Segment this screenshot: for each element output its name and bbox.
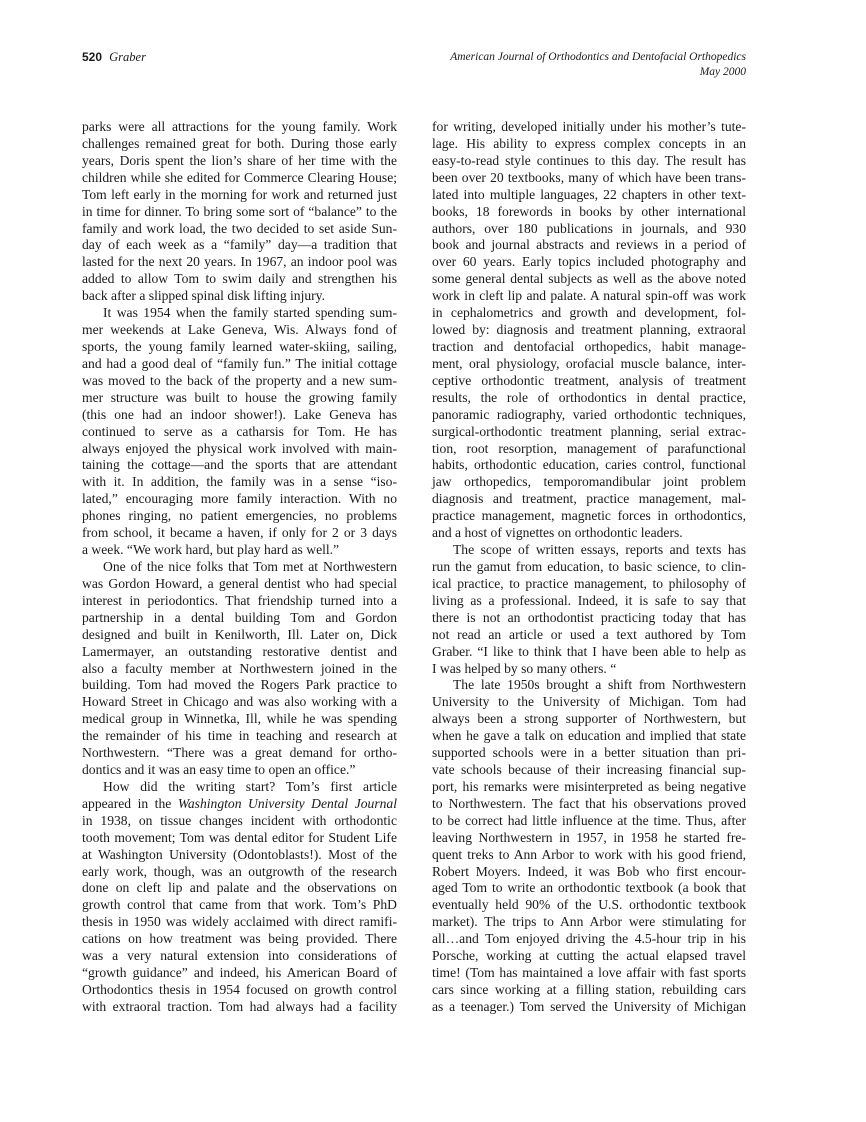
text-line: when he gave a talk on education and implied that state (432, 728, 746, 744)
text-line: “growth guidance” and indeed, his American Board of (82, 965, 397, 981)
text-line: all…and Tom enjoyed driving the 4.5-hour trip in his (432, 931, 746, 947)
text-line: aged Tom to write an orthodontic textbook (a book that (432, 880, 746, 896)
text-line: been over 20 textbooks, many of which have been trans- (432, 169, 746, 185)
text-line: work in cleft lip and palate. A natural spin-off was work (432, 288, 746, 304)
text-line: also a faculty member at Northwestern joined in the (82, 660, 397, 676)
text-line: children while she edited for Commerce Clearing House; (82, 169, 397, 185)
text-line: parks were all attractions for the young family. Work (82, 119, 397, 134)
text-line: leaving Northwestern in 1957, in 1958 he started fre- (432, 829, 746, 845)
text-line: always been a strong supporter of Northwestern, but (432, 711, 746, 727)
text-line: was a very natural extension into considerations of (82, 948, 397, 964)
text-line: partnership in a dental building Tom and Gordon (82, 609, 397, 625)
text-line: at Washington University (Odontoblasts!). Most of the (82, 846, 397, 862)
text-line: Graber. “I like to think that I have been able to help as (432, 643, 746, 659)
text-line: book and journal abstracts and reviews in a period of (432, 237, 746, 253)
paragraph (82, 559, 397, 779)
text-line: It was 1954 when the family started spending sum- (103, 305, 397, 321)
text-line: cations on how treatment was being provided. There (82, 931, 397, 947)
page-number: 520 (82, 50, 103, 64)
text-line: the remainder of his time in teaching and research at (82, 728, 397, 744)
running-head-right (450, 50, 746, 80)
text-line: eventually held 90% of the U.S. orthodontic textbook (432, 897, 746, 913)
right-column (432, 119, 746, 1016)
paragraph (432, 119, 746, 542)
paragraph (82, 305, 397, 559)
text-line: Northwestern. “There was a great demand for ortho- (82, 745, 397, 761)
text-line: practice management, magnetic forces in orthodontics, (432, 508, 746, 524)
text-line: dontics and it was an easy time to open an office.” (82, 762, 356, 778)
text-line: in 1938, on tissue changes incident with orthodontic (82, 812, 397, 828)
text-line: to Northwestern. The fact that his observations proved (432, 795, 746, 811)
text-line: from school, it became a haven, if only for 2 or 3 days (82, 525, 397, 541)
text-line: Lamermayer, an outstanding restorative dentist and (82, 643, 397, 659)
text-line: a week. “We work hard, but play hard as well.” (82, 542, 340, 558)
text-line: lated,” encouraging more family interaction. With no (82, 491, 397, 507)
text-line: books, 18 forewords in books by other international (432, 203, 746, 219)
text-line: interest in periodontics. That friendship turned into a (82, 592, 397, 608)
text-line: with extraoral traction. Tom had always had a facility (82, 998, 397, 1014)
text-line: University to the University of Michigan. Tom had (432, 694, 746, 710)
text-line: and had a good deal of “family fun.” The initial cottage (82, 355, 397, 371)
text-line: Orthodontics thesis in 1954 focused on growth control (82, 982, 397, 998)
text-line: continued to serve as a catharsis for Tom. He has (82, 423, 397, 439)
text-line: not read an article or used a text authored by Tom (432, 626, 746, 642)
text-line: there is not an orthodontist practicing today that has (432, 609, 746, 625)
text-line: I was helped by so many others. “ (432, 660, 617, 676)
text-line: The scope of written essays, reports and texts has (453, 542, 746, 558)
text-line: supported schools were in a better situation than pri- (432, 745, 746, 761)
running-head-left (82, 50, 146, 65)
text-line: time! (Tom has maintained a love affair with fast sports (432, 965, 746, 981)
text-line: ment, oral physiology, orofacial muscle balance, inter- (432, 355, 746, 371)
journal-title: American Journal of Orthodontics and Dentofacial Orthopedics (450, 51, 746, 63)
text-line: market). The trips to Ann Arbor were stimulating for (432, 914, 746, 930)
text-line: (this one had an indoor shower!). Lake Geneva has (82, 406, 397, 422)
issue-date: May 2000 (699, 66, 746, 78)
left-column (82, 119, 397, 1016)
text-line: run the gamut from education, to basic science, to clin- (432, 558, 746, 574)
text-line: and a host of vignettes on orthodontic leaders. (432, 525, 683, 541)
text-line: thesis in 1950 was widely acclaimed with direct ramifi- (82, 914, 397, 930)
text-line: done on cleft lip and palate and the observations on (82, 880, 397, 896)
text-line: mer structure was built to house the growing family (82, 389, 397, 405)
text-line: lage. His ability to express complex concepts in an (432, 135, 746, 151)
text-line: always enjoyed the physical work involved with main- (82, 440, 397, 456)
text-line: mer weekends at Lake Geneva, Wis. Always fond of (82, 322, 397, 338)
running-head-author: Graber (109, 50, 146, 64)
text-segment: appeared in the (82, 795, 178, 811)
text-line: tion, root resorption, management of parafunctional (432, 440, 746, 456)
text-line: Howard Street in Chicago and was also working with a (82, 694, 397, 710)
text-line: was moved to the back of the property and a new sum- (82, 372, 397, 388)
text-line: in cephalometrics and growth and development, fol- (432, 305, 746, 321)
text-line: lasted for the next 20 years. In 1967, an indoor pool was (82, 254, 397, 270)
text-line: ical practice, to practice management, to philosophy of (432, 575, 746, 591)
text-line: with it. In addition, the family was in a sense “iso- (82, 474, 397, 490)
text-line: Robert Moyers. Indeed, it was Bob who first encour- (432, 863, 746, 879)
text-line: ceptive orthodontic treatment, analysis of treatment (432, 372, 746, 388)
text-line: added to allow Tom to swim daily and strengthen his (82, 271, 397, 287)
text-line: vate schools because of their increasing financial sup- (432, 762, 746, 778)
text-line: family and work load, the two decided to set aside Sun- (82, 220, 397, 236)
text-line: over 60 years. Early topics included photography and (432, 254, 746, 270)
text-line: traction and dentofacial orthopedics, habit manage- (432, 338, 746, 354)
text-line: sports, the young family learned water-skiing, sailing, (82, 338, 397, 354)
text-line: medical group in Winnetka, Ill, while he was spending (82, 711, 397, 727)
text-line: challenges remained great for both. During those early (82, 135, 397, 151)
text-line: Tom left early in the morning for work and returned just (82, 186, 397, 202)
text-line: lated into multiple languages, 22 chapters in other text- (432, 186, 746, 202)
text-line: years, Doris spent the lion’s share of her time with the (82, 152, 397, 168)
text-line: The late 1950s brought a shift from Northwestern (453, 677, 746, 693)
text-line: How did the writing start? Tom’s first article (103, 778, 397, 794)
text-line: taining the cottage—and the sports that are attendant (82, 457, 397, 473)
text-line: habits, orthodontic education, caries control, functional (432, 457, 746, 473)
text-line: results, the role of orthodontics in dental practice, (432, 389, 746, 405)
paragraph (82, 779, 397, 1016)
paragraph (432, 677, 746, 1015)
text-line: easy-to-read style continues to this day. The result has (432, 152, 746, 168)
text-line: authors, over 180 publications in journals, and 930 (432, 220, 746, 236)
text-line: phones ringing, no patient emergencies, no problems (82, 508, 397, 524)
text-line: quent treks to Ann Arbor to work with his good friend, (432, 846, 746, 862)
text-line: designed and built in Kenilworth, Ill. Later on, Dick (82, 626, 397, 642)
text-line: was Gordon Howard, a general dentist who had special (82, 575, 397, 591)
text-line: back after a slipped spinal disk lifting injury. (82, 288, 325, 304)
text-line: building. Tom had moved the Rogers Park practice to (82, 677, 397, 693)
paragraph (432, 542, 746, 677)
text-line: jaw orthopedics, temporomandibular joint problem (432, 474, 746, 490)
journal-name-italic: Washington University Dental Journal (177, 795, 397, 811)
text-line: growth control that came from that work. Tom’s PhD (82, 897, 397, 913)
text-line: some general dental subjects as well as the above noted (432, 271, 746, 287)
text-line: Porsche, working at cutting the actual elapsed travel (432, 948, 746, 964)
text-line: lowed by: diagnosis and treatment planning, extraoral (432, 322, 746, 338)
text-line: port, his remarks were misinterpreted as being negative (432, 778, 746, 794)
text-line: as a teenager.) Tom served the University of Michigan (432, 998, 746, 1014)
text-line: day of each week as a “family” day—a tradition that (82, 237, 397, 253)
text-line: One of the nice folks that Tom met at Northwestern (103, 558, 397, 574)
text-line (82, 796, 397, 813)
text-line: for writing, developed initially under his mother’s tute- (432, 119, 746, 134)
text-line: to be correct had little influence at the time. Thus, after (432, 812, 746, 828)
paragraph (82, 119, 397, 305)
text-line: cars since working at a filling station, rebuilding cars (432, 982, 746, 998)
text-line: living as a professional. Indeed, it is safe to say that (432, 592, 746, 608)
text-line: surgical-orthodontic treatment planning, serial extrac- (432, 423, 746, 439)
text-line: diagnosis and treatment, practice management, mal- (432, 491, 746, 507)
text-line: in time for dinner. To bring some sort of “balance” to the (82, 203, 397, 219)
text-line: tooth movement; Tom was dental editor for Student Life (82, 829, 397, 845)
text-line: early work, though, was an outgrowth of the research (82, 863, 397, 879)
text-line: panoramic radiography, varied orthodontic techniques, (432, 406, 746, 422)
